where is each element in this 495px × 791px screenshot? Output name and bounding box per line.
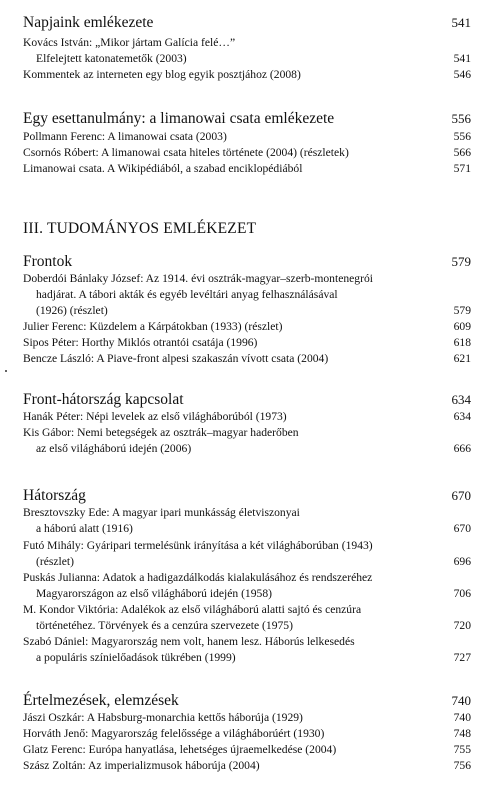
toc-entry bbox=[23, 320, 471, 334]
stray-mark bbox=[5, 370, 7, 372]
entry-text: Bencze László: A Piave-front alpesi szakaszán vívott csata (2004) bbox=[23, 352, 329, 365]
entry-text: Glatz Ferenc: Európa hanyatlása, lehetséges újraemelkedése (2004) bbox=[23, 743, 337, 756]
entry-text: Kommentek az interneten egy blog egyik posztjához (2008) bbox=[23, 68, 301, 81]
entry-page-number: 609 bbox=[453, 320, 471, 333]
entry-text: Kovács István: „Mikor jártam Galícia felé…” bbox=[23, 36, 236, 49]
entry-text: M. Kondor Viktória: Adalékok az első világháború alatti sajtó és cenzúra bbox=[23, 603, 362, 616]
section-page-number: 670 bbox=[451, 488, 471, 503]
section-page-number: 740 bbox=[451, 693, 471, 708]
toc-entry bbox=[23, 336, 471, 350]
toc-entry bbox=[23, 711, 471, 725]
section-title-text: Front-hátország kapcsolat bbox=[23, 391, 184, 408]
entry-text: Pollmann Ferenc: A limanowai csata (2003) bbox=[23, 130, 227, 143]
entry-page-number: 666 bbox=[453, 442, 471, 455]
toc-entry bbox=[23, 410, 471, 424]
toc-entry bbox=[36, 555, 471, 569]
section-page-number: 541 bbox=[451, 15, 471, 30]
entry-text: (1926) (részlet) bbox=[36, 304, 108, 317]
entry-text: Szász Zoltán: Az imperializmusok háborúja (2004) bbox=[23, 759, 260, 772]
entry-page-number: 720 bbox=[453, 619, 471, 632]
entry-text: az első világháború idején (2006) bbox=[36, 442, 192, 455]
entry-page-number: 541 bbox=[453, 52, 471, 65]
toc-entry bbox=[23, 146, 471, 160]
toc-entry bbox=[23, 603, 471, 617]
entry-text: Bresztovszky Ede: A magyar ipari munkásság életviszonyai bbox=[23, 506, 300, 519]
toc-entry bbox=[23, 506, 471, 520]
entry-text: Csornós Róbert: A limanowai csata hiteles története (2004) (részletek) bbox=[23, 146, 349, 159]
entry-page-number: 566 bbox=[453, 146, 471, 159]
section-page-number: 579 bbox=[451, 254, 471, 269]
toc-entry bbox=[36, 442, 471, 456]
entry-page-number: 634 bbox=[453, 410, 471, 423]
entry-text: Kis Gábor: Nemi betegségek az osztrák–magyar haderőben bbox=[23, 426, 299, 439]
entry-text: (részlet) bbox=[36, 555, 74, 568]
section-title bbox=[23, 487, 471, 505]
entry-text: Szabó Dániel: Magyarország nem volt, hanem lesz. Háborús lelkesedés bbox=[23, 635, 355, 648]
toc-entry bbox=[23, 272, 471, 286]
toc-entry bbox=[23, 352, 471, 366]
entry-page-number: 748 bbox=[453, 727, 471, 740]
entry-text: a háború alatt (1916) bbox=[36, 522, 133, 535]
toc-entry bbox=[23, 571, 471, 585]
entry-text: Sipos Péter: Horthy Miklós otrantói csatája (1996) bbox=[23, 336, 258, 349]
entry-text: Horváth Jenő: Magyarország felelőssége a világháborúért (1930) bbox=[23, 727, 325, 740]
toc-entry bbox=[36, 619, 471, 633]
entry-page-number: 706 bbox=[453, 587, 471, 600]
entry-text: hadjárat. A tábori akták és egyéb levéltári anyag felhasználásával bbox=[36, 288, 338, 301]
entry-text: a populáris színielőadások tükrében (1999) bbox=[36, 651, 236, 664]
entry-page-number: 546 bbox=[453, 68, 471, 81]
toc-entry bbox=[36, 304, 471, 318]
entry-text: Doberdói Bánlaky József: Az 1914. évi osztrák-magyar–szerb-montenegrói bbox=[23, 272, 373, 285]
section-title-text: Napjaink emlékezete bbox=[23, 14, 154, 31]
toc-entry bbox=[23, 727, 471, 741]
entry-text: történetéhez. Törvények és a cenzúra szervezete (1975) bbox=[36, 619, 293, 632]
toc-entry bbox=[23, 743, 471, 757]
section-title-text: Frontok bbox=[23, 253, 73, 270]
entry-text: Julier Ferenc: Küzdelem a Kárpátokban (1933) (részlet) bbox=[23, 320, 283, 333]
entry-page-number: 579 bbox=[453, 304, 471, 317]
section-title bbox=[23, 692, 471, 710]
entry-page-number: 556 bbox=[453, 130, 471, 143]
entry-page-number: 755 bbox=[453, 743, 471, 756]
entry-page-number: 621 bbox=[453, 352, 471, 365]
section-title bbox=[23, 253, 471, 271]
section-title-text: Hátország bbox=[23, 487, 86, 504]
toc-entry bbox=[36, 522, 471, 536]
entry-page-number: 756 bbox=[453, 759, 471, 772]
toc-entry bbox=[36, 651, 471, 665]
entry-page-number: 618 bbox=[453, 336, 471, 349]
entry-text: Limanowai csata. A Wikipédiából, a szabad enciklopédiából bbox=[23, 162, 303, 175]
toc-entry bbox=[36, 288, 471, 302]
entry-text: Elfelejtett katonatemetők (2003) bbox=[36, 52, 187, 65]
entry-text: Magyarországon az első világháború idején (1958) bbox=[36, 587, 272, 600]
entry-text: Puskás Julianna: Adatok a hadigazdálkodás kialakulásához és rendszeréhez bbox=[23, 571, 373, 584]
entry-text: Hanák Péter: Népi levelek az első világháborúból (1973) bbox=[23, 410, 287, 423]
section-title bbox=[23, 391, 471, 409]
toc-entry bbox=[23, 635, 471, 649]
section-title bbox=[23, 110, 471, 128]
entry-text: Jászi Oszkár: A Habsburg-monarchia kettős háborúja (1929) bbox=[23, 711, 303, 724]
entry-page-number: 696 bbox=[453, 555, 471, 568]
section-title bbox=[23, 14, 471, 32]
toc-entry bbox=[23, 36, 471, 50]
toc-entry bbox=[23, 759, 471, 773]
toc-entry bbox=[23, 162, 471, 176]
section-title-text: Egy esettanulmány: a limanowai csata emlékezete bbox=[23, 110, 335, 127]
toc-entry bbox=[23, 539, 471, 553]
section-title-text: Értelmezések, elemzések bbox=[23, 692, 179, 709]
toc-entry bbox=[36, 52, 471, 66]
toc-entry bbox=[23, 426, 471, 440]
entry-text: Futó Mihály: Gyáripari termelésünk irányítása a két világháborúban (1943) bbox=[23, 539, 373, 552]
entry-page-number: 740 bbox=[453, 711, 471, 724]
toc-entry bbox=[23, 130, 471, 144]
entry-page-number: 670 bbox=[453, 522, 471, 535]
entry-page-number: 727 bbox=[453, 651, 471, 664]
section-page-number: 556 bbox=[451, 111, 471, 126]
part-title: III. TUDOMÁNYOS EMLÉKEZET bbox=[23, 220, 257, 237]
entry-page-number: 571 bbox=[453, 162, 471, 175]
section-page-number: 634 bbox=[451, 392, 471, 407]
toc-entry bbox=[23, 68, 471, 82]
toc-entry bbox=[36, 587, 471, 601]
